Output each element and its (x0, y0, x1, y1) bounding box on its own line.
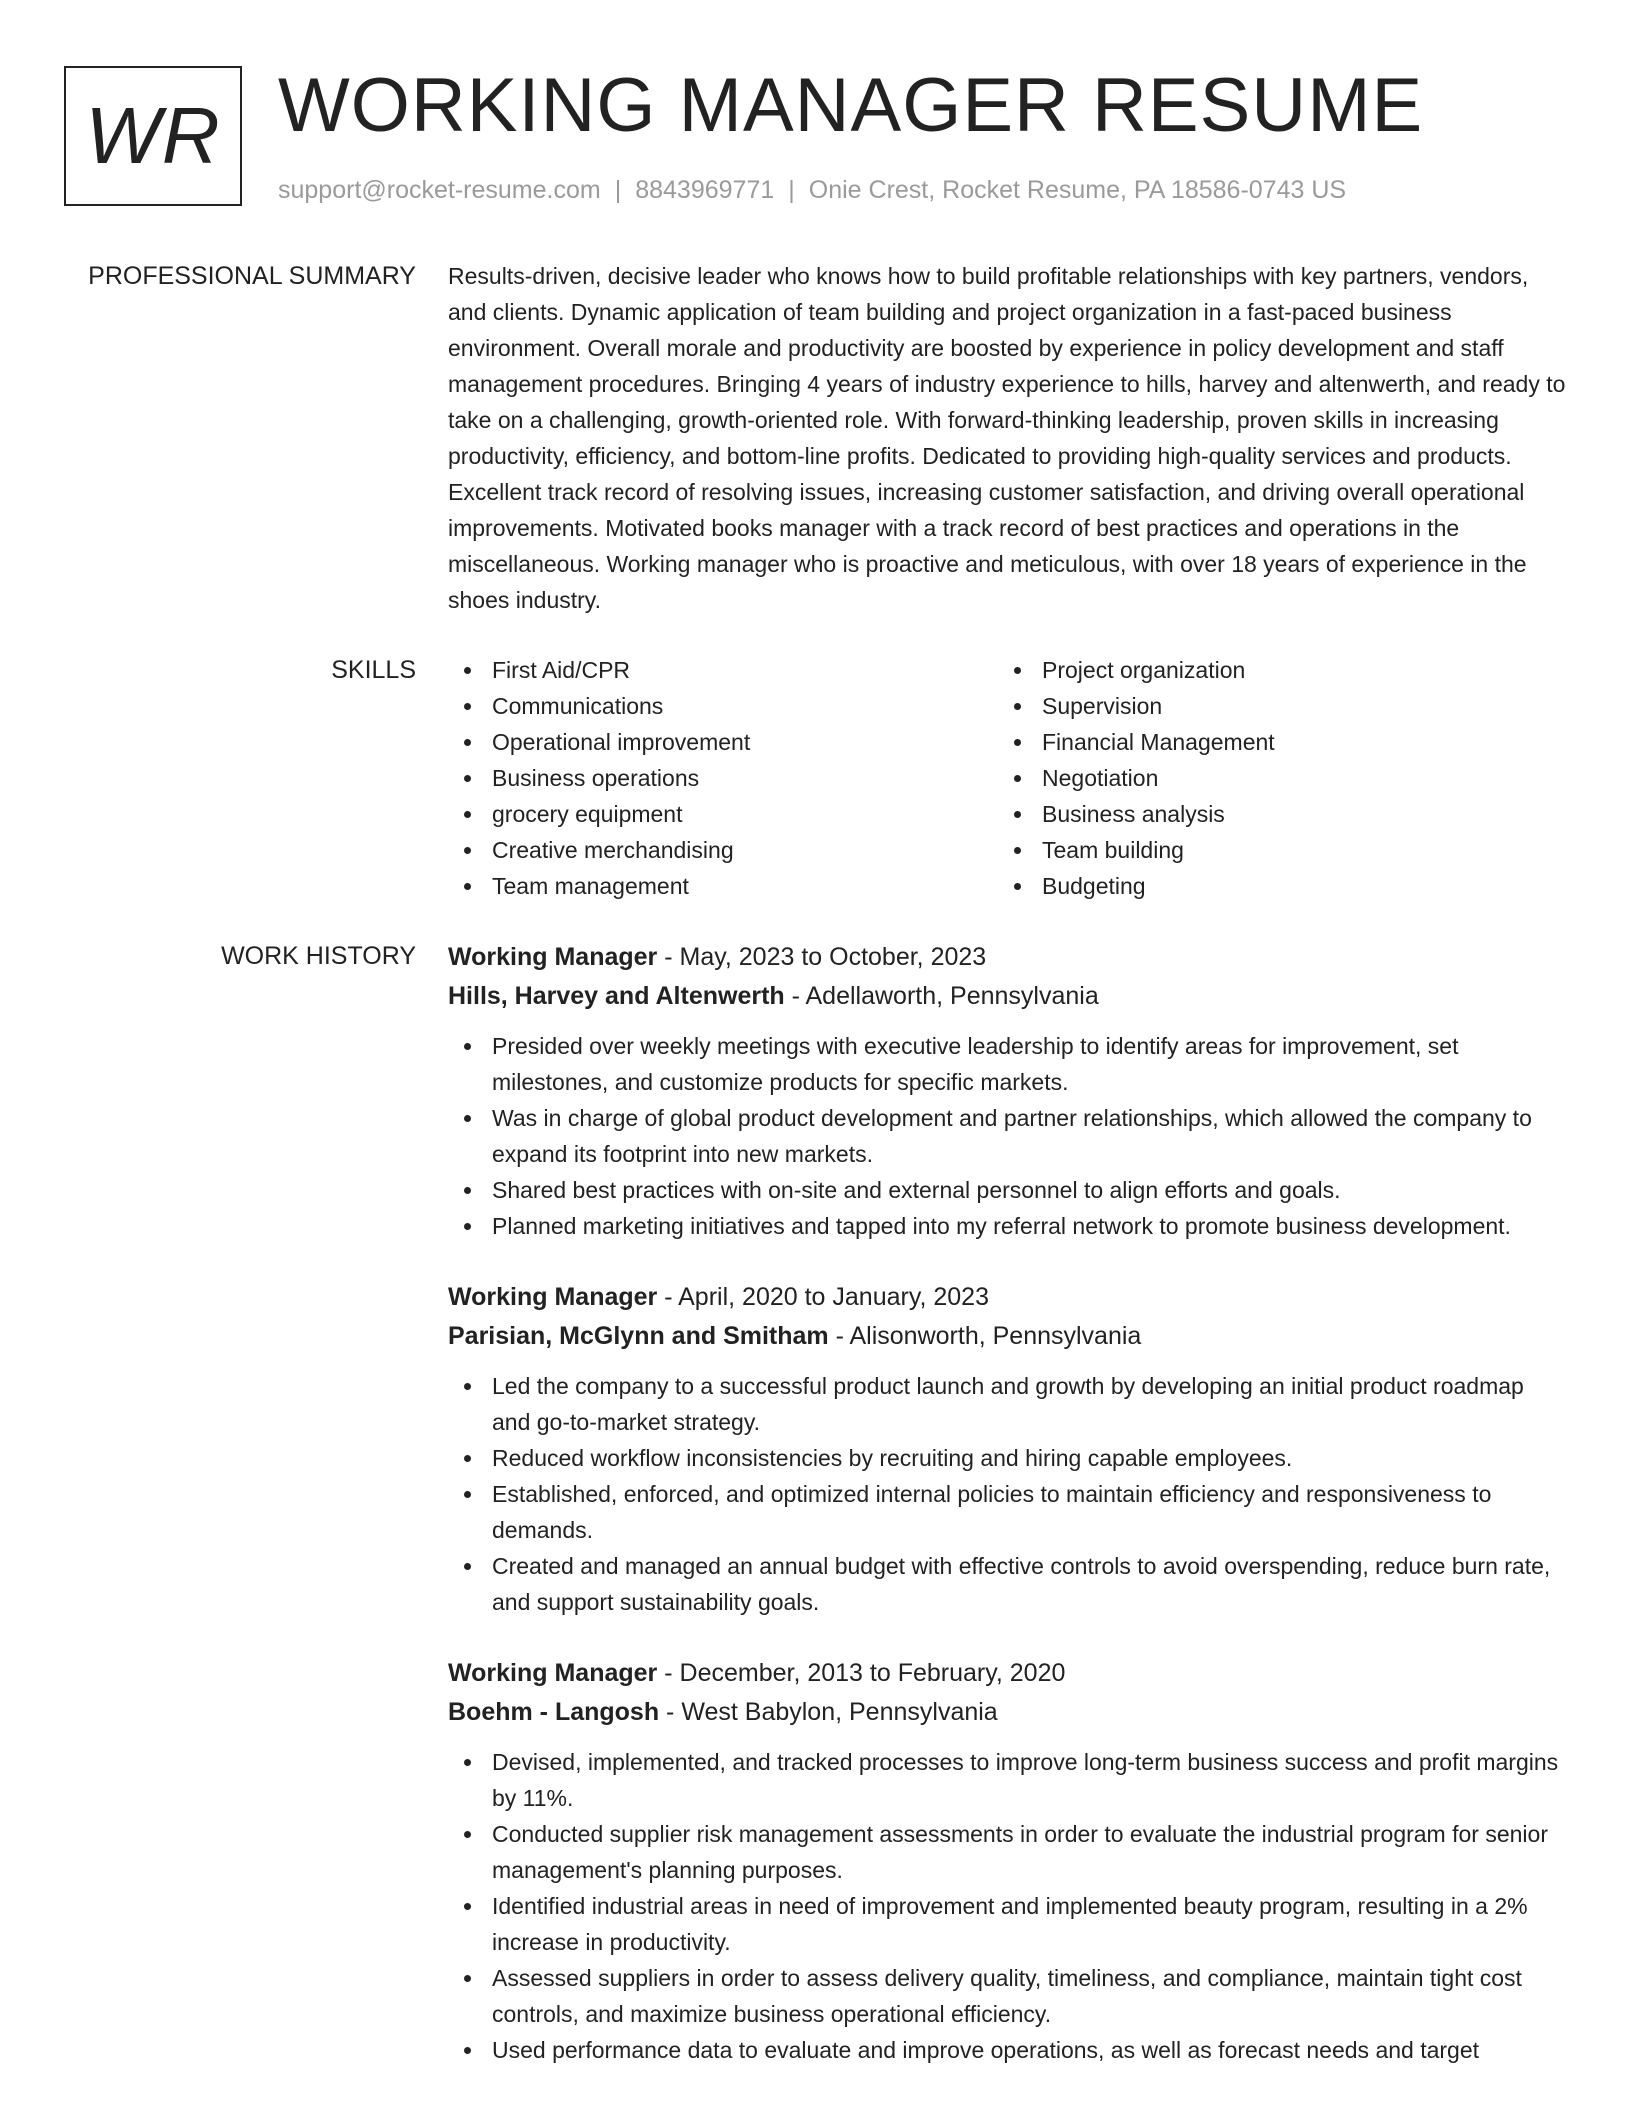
job-bullet: Presided over weekly meetings with executive leadership to identify areas for improvement, set milestones, and customize products for specific markets. (448, 1028, 1568, 1100)
job-title: Working Manager (448, 943, 658, 971)
section-label-work-history: WORK HISTORY (221, 942, 416, 970)
job-bullets (448, 1744, 1568, 2068)
job-bullet: Used performance data to evaluate and improve operations, as well as forecast needs and target (448, 2032, 1568, 2068)
job-title-line (448, 1278, 1568, 1317)
job-company-line (448, 1693, 1568, 1732)
job-location: - West Babylon, Pennsylvania (659, 1698, 998, 1726)
job-bullets (448, 1368, 1568, 1620)
job-bullet: Conducted supplier risk management assessments in order to evaluate the industrial program for senior management's planning purposes. (448, 1816, 1568, 1888)
job-bullet: Assessed suppliers in order to assess delivery quality, timeliness, and compliance, maintain tight cost controls, and maximize business operational efficiency. (448, 1960, 1568, 2032)
job-bullet: Led the company to a successful product launch and growth by developing an initial product roadmap and go-to-market strategy. (448, 1368, 1568, 1440)
skill-item: Budgeting (998, 868, 1548, 904)
skills-columns (448, 652, 1568, 904)
section-label-summary: PROFESSIONAL SUMMARY (88, 262, 416, 290)
job-company: Parisian, McGlynn and Smitham (448, 1322, 829, 1350)
contact-separator: | (788, 176, 795, 204)
skill-item: Financial Management (998, 724, 1548, 760)
section-label-skills: SKILLS (331, 656, 416, 684)
job-bullet: Identified industrial areas in need of improvement and implemented beauty program, resulting in a 2% increase in productivity. (448, 1888, 1568, 1960)
job-location: - Adellaworth, Pennsylvania (784, 982, 1099, 1010)
job-title-line (448, 938, 1568, 977)
job-title: Working Manager (448, 1659, 658, 1687)
skill-item: Business analysis (998, 796, 1548, 832)
skill-item: Creative merchandising (448, 832, 998, 868)
job-company: Hills, Harvey and Altenwerth (448, 982, 785, 1010)
skill-item: Negotiation (998, 760, 1548, 796)
job-company-line (448, 977, 1568, 1016)
skill-item: First Aid/CPR (448, 652, 998, 688)
job-company: Boehm - Langosh (448, 1698, 660, 1726)
contact-separator: | (614, 176, 622, 204)
summary-text: Results-driven, decisive leader who knows how to build profitable relationships with key partners, vendors, and clients. Dynamic application of team building and project organization in a fast-paced business environment. Overall morale and productivity are boosted by experience in policy development and staff management procedures. Bringing 4 years of industry experience to hills, harvey and altenwerth, and ready to take on a challenging, growth-oriented role. With forward-thinking leadership, proven skills in increasing productivity, efficiency, and bottom-line profits. Dedicated to providing high-quality services and products. Excellent track record of resolving issues, increasing customer satisfaction, and driving overall operational improvements. Motivated books manager with a track record of best practices and operations in the miscellaneous. Working manager who is proactive and meticulous, with over 18 years of experience in the shoes industry. (448, 263, 1566, 613)
job-entry (448, 1654, 1568, 2068)
contact-phone[interactable]: 8843969771 (635, 176, 775, 204)
job-entry (448, 938, 1568, 1244)
skill-item: Team management (448, 868, 998, 904)
job-bullet: Planned marketing initiatives and tapped into my referral network to promote business development. (448, 1208, 1568, 1244)
skills-list-right (998, 652, 1548, 904)
monogram-badge: WR (64, 66, 242, 206)
resume-header (64, 63, 1568, 210)
job-bullet: Created and managed an annual budget with effective controls to avoid overspending, reduce burn rate, and support sustainability goals. (448, 1548, 1568, 1620)
job-dates: - May, 2023 to October, 2023 (657, 943, 987, 971)
job-bullet: Reduced workflow inconsistencies by recruiting and hiring capable employees. (448, 1440, 1568, 1476)
skill-item: Team building (998, 832, 1548, 868)
job-bullet: Established, enforced, and optimized internal policies to maintain efficiency and responsiveness to demands. (448, 1476, 1568, 1548)
job-entry (448, 1278, 1568, 1620)
contact-line (278, 176, 1346, 205)
skill-item: Supervision (998, 688, 1548, 724)
job-title-line (448, 1654, 1568, 1693)
resume-title: WORKING MANAGER RESUME (278, 63, 1424, 148)
contact-email[interactable]: support@rocket-resume.com (278, 176, 601, 204)
contact-address: Onie Crest, Rocket Resume, PA 18586-0743 US (808, 176, 1347, 204)
job-bullet: Shared best practices with on-site and external personnel to align efforts and goals. (448, 1172, 1568, 1208)
job-company-line (448, 1317, 1568, 1356)
skill-item: Operational improvement (448, 724, 998, 760)
job-title: Working Manager (448, 1283, 658, 1311)
skill-item: grocery equipment (448, 796, 998, 832)
job-bullets (448, 1028, 1568, 1244)
skill-item: Project organization (998, 652, 1548, 688)
skills-list-left (448, 652, 998, 904)
job-bullet: Devised, implemented, and tracked processes to improve long-term business success and profit margins by 11%. (448, 1744, 1568, 1816)
skill-item: Communications (448, 688, 998, 724)
job-dates: - December, 2013 to February, 2020 (657, 1659, 1066, 1687)
job-bullet: Was in charge of global product development and partner relationships, which allowed the company to expand its footprint into new markets. (448, 1100, 1568, 1172)
job-location: - Alisonworth, Pennsylvania (828, 1322, 1142, 1350)
job-dates: - April, 2020 to January, 2023 (657, 1283, 989, 1311)
skill-item: Business operations (448, 760, 998, 796)
